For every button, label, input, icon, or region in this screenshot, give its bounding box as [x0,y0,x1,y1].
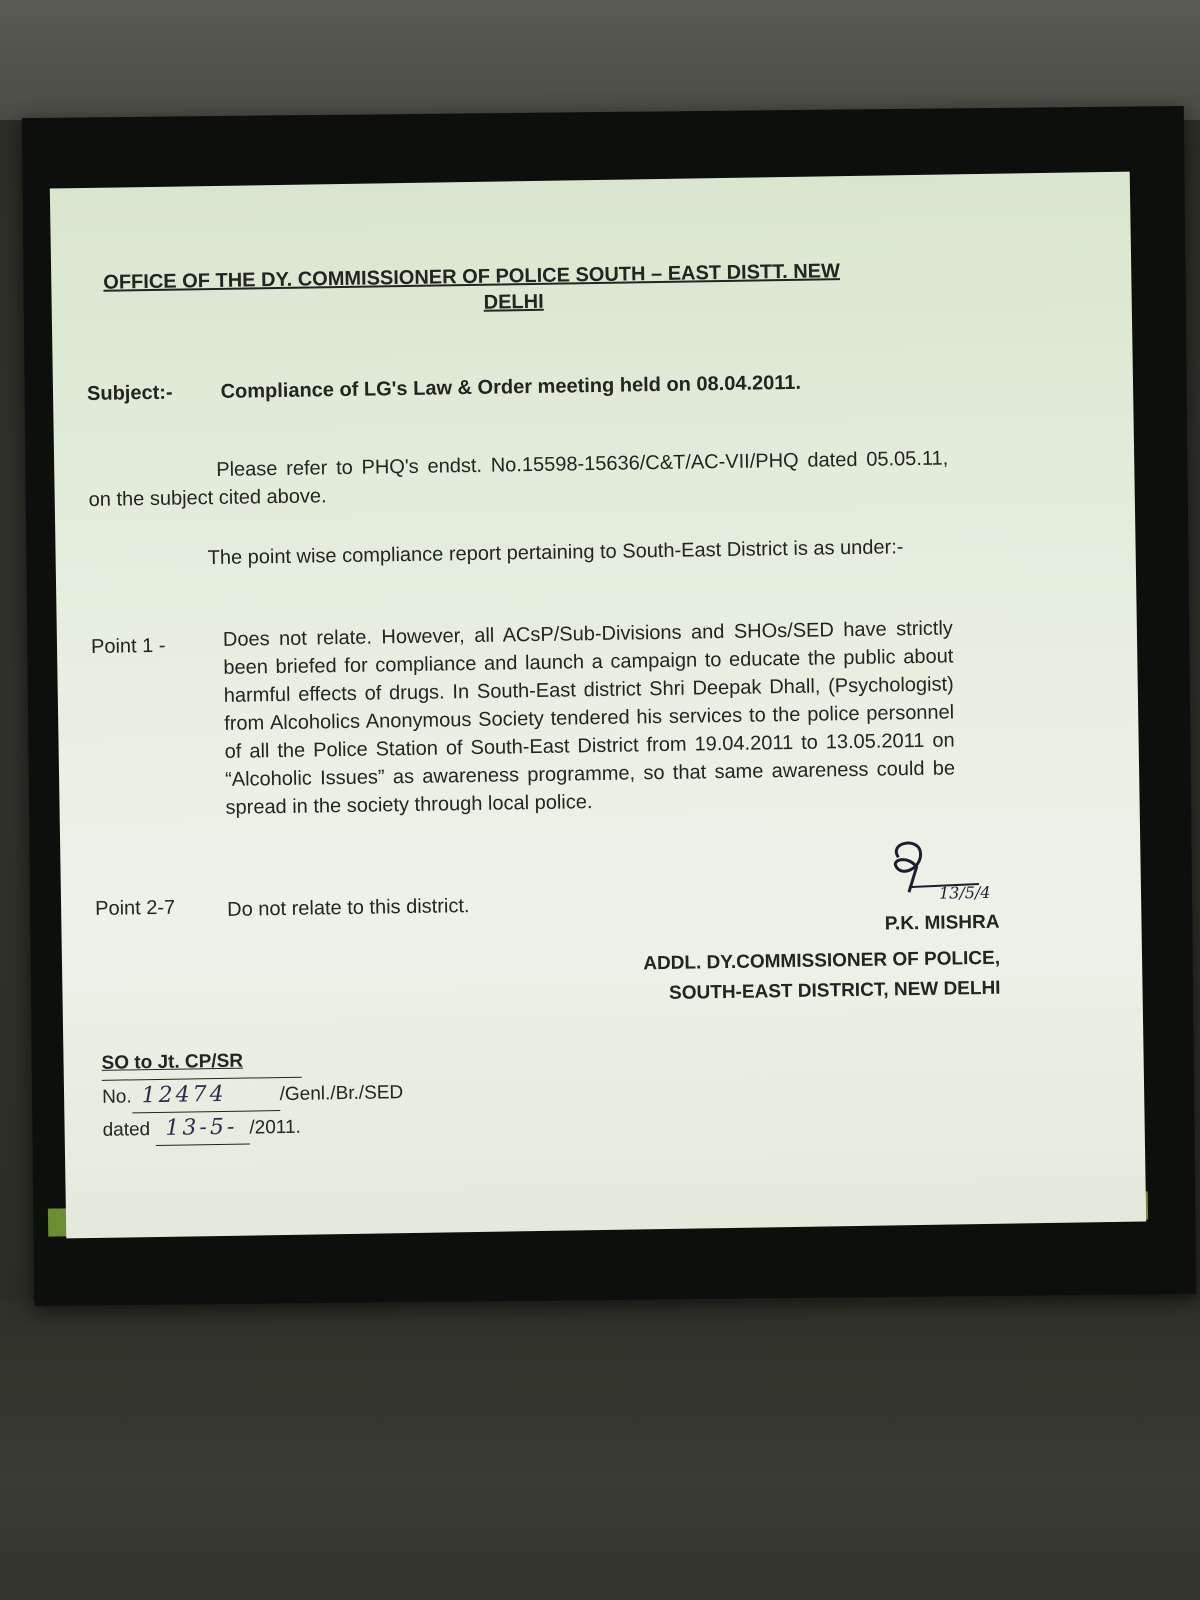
dated-label: dated [102,1119,151,1141]
subject-text: Compliance of LG's Law & Order meeting held on 08.04.2011. [220,371,802,403]
number-label: No. [101,1086,132,1108]
signatory-name: P.K. MISHRA [884,911,1000,935]
point-2-7-label: Point 2-7 [94,896,176,920]
handwritten-date: 13-5- [155,1112,250,1146]
endorsement-number-line [102,1076,404,1114]
intro-paragraph: The point wise compliance report pertaining to South-East District is as under:- [207,536,904,570]
signatory-designation [643,944,1001,1010]
reference-paragraph: Please refer to PHQ's endst. No.15598-15636/C&T/AC-VII/PHQ dated 05.05.11, on the subject cited above. [88,447,949,511]
point-2-7-text: Do not relate to this district. [226,895,470,921]
subject-label: Subject:- [86,381,173,405]
designation-line-2: SOUTH-EAST DISTRICT, NEW DELHI [668,977,1001,1004]
header-line-1: OFFICE OF THE DY. COMMISSIONER OF POLICE SOUTH – EAST DISTT. NEW [103,260,841,294]
endorsement-recipient: SO to Jt. CP/SR [101,1045,301,1081]
wall-background [0,0,1200,120]
endorsement-block [101,1043,404,1147]
point-1-label: Point 1 - [90,634,166,658]
designation-line-1: ADDL. DY.COMMISSIONER OF POLICE, [643,947,1001,975]
endorsement-date-line [102,1109,404,1147]
office-header [103,257,924,322]
framed-letter [50,172,1146,1239]
header-line-2: DELHI [483,290,544,314]
point-1-text: Does not relate. However, all ACsP/Sub-Divisions and SHOs/SED have strictly been briefed for compliance and launch a campaign to educate the public about harmful effects of drugs. In South-East district Shri Deepak Dhall, (Psychologist) from Alcoholics Anonymous Society tendered his services to the police personnel of all the Police Station of South-East District from 19.04.2011 to 13.05.2011 on “Alcoholic Issues” as awareness programme, so that same awareness could be spread in the society through local police. [222,617,956,819]
subject-line [87,372,801,406]
handwritten-number: 12474 [131,1078,280,1113]
signature-date: 13/5/4 [938,882,991,903]
handwritten-signature [878,836,999,908]
number-suffix: /Genl./Br./SED [279,1082,404,1106]
dated-suffix: /2011. [249,1116,302,1139]
table-surface [0,1300,1200,1600]
